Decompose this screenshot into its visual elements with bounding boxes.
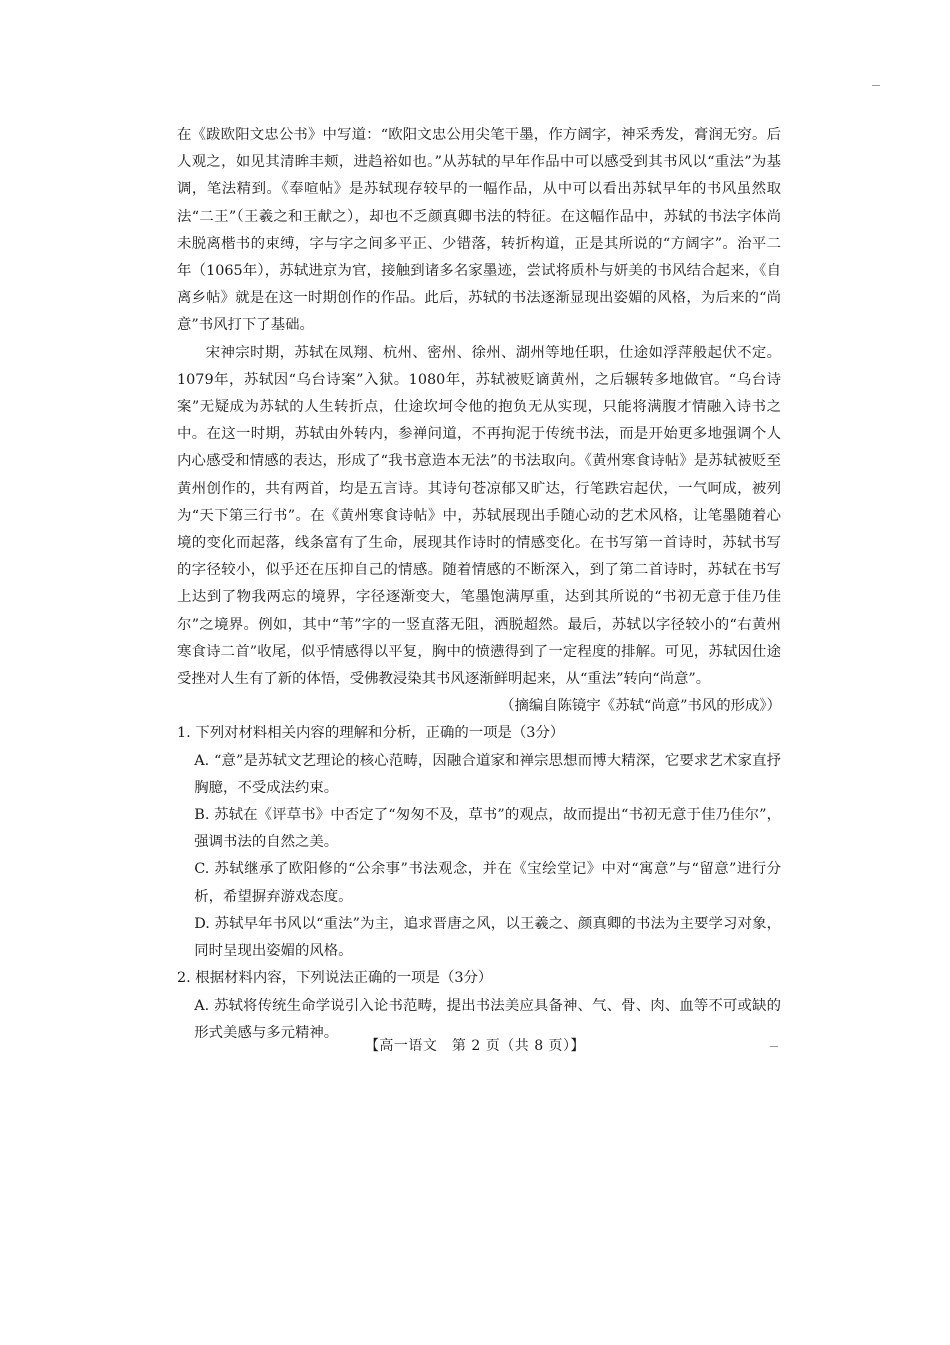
question-1-stem: 1. 下列对材料相关内容的理解和分析，正确的一项是（3分） — [177, 725, 565, 742]
question-1-option-b: B. 苏轼在《评草书》中否定了“匆匆不及，草书”的观点，故而提出“书初无意于佳乃佳尔”，强调书法的自然之美。 — [194, 807, 781, 851]
page-footer: 【高一语文 第 2 页（共 8 页）】 — [364, 1038, 586, 1054]
question-2-stem: 2. 根据材料内容，下列说法正确的一项是（3分） — [177, 970, 493, 987]
question-2-option-a: A. 苏轼将传统生命学说引入论书范畴，提出书法美应具备神、气、骨、肉、血等不可或缺的形式美感与多元精神。 — [194, 997, 781, 1041]
passage-paragraph-2: 宋神宗时期，苏轼在凤翔、杭州、密州、徐州、湖州等地任职，仕途如浮萍般起伏不定。1079年，苏轼因“乌台诗案”入狱。1080年，苏轼被贬谪黄州，之后辗转多地做官。“乌台诗案”无疑成为苏轼的人生转折点，仕途坎坷令他的抱负无从实现，只能将满腹才情融入诗书之中。在这一时期，苏轼由外转内，参禅问道，不再拘泥于传统书法，而是开始更多地强调个人内心感受和情感的表达，形成了“我书意造本无法”的书法取向。《黄州寒食诗帖》是苏轼被贬至黄州创作的，共有两首，均是五言诗。其诗句苍凉郁又旷达，行笔跌宕起伏，一气呵成，被列为“天下第三行书”。在《黄州寒食诗帖》中，苏轼展现出手随心动的艺术风格，让笔墨随着心境的变化而起落，线条富有了生命，展现其作诗时的情感变化。在书写第一首诗时，苏轼书写的字径较小，似乎还在压抑自己的情感。随着情感的不断深入，到了第二首诗时，苏轼在书写上达到了物我两忘的境界，字径逐渐变大，笔墨饱满厚重，达到其所说的“书初无意于佳乃佳尔”之境界。例如，其中“苇”字的一竖直落无阻，洒脱超然。最后，苏轼以字径较小的“右黄州寒食诗二首”收尾，似乎情感得以平复，胸中的愤懑得到了一定程度的排解。可见，苏轼因仕途受挫对人生有了新的体悟，受佛教浸染其书风逐渐鲜明起来，从“重法”转向“尚意”。 — [177, 344, 781, 688]
question-1-option-a: A. “意”是苏轼文艺理论的核心范畴，因融合道家和禅宗思想而博大精深，它要求艺术家直抒胸臆，不受成法约束。 — [194, 752, 781, 796]
question-1-option-d: D. 苏轼早年书风以“重法”为主，追求晋唐之风，以王羲之、颜真卿的书法为主要学习对象，同时呈现出姿媚的风格。 — [194, 915, 781, 960]
scan-speck — [872, 85, 880, 86]
page-content — [177, 122, 781, 1047]
passage-paragraph-1: 在《跋欧阳文忠公书》中写道：“欧阳文忠公用尖笔干墨，作方阔字，神采秀发，膏润无穷。后人观之，如见其清眸丰颊，进趋裕如也。”从苏轼的早年作品中可以感受到其书风以“重法”为基调，笔法精到。《奉喧帖》是苏轼现存较早的一幅作品，从中可以看出苏轼早年的书风虽然取法“二王”（王羲之和王献之），却也不乏颜真卿书法的特征。在这幅作品中，苏轼的书法字体尚未脱离楷书的束缚，字与字之间多平正、少错落，转折构道，正是其所说的“方阔字”。治平二年（1065年），苏轼进京为官，接触到诸多名家墨迹，尝试将质朴与妍美的书风结合起来，《自离乡帖》就是在这一时期创作的作品。此后，苏轼的书法逐渐显现出姿媚的风格，为后来的“尚意”书风打下了基础。 — [177, 127, 781, 334]
question-1-option-c: C. 苏轼继承了欧阳修的“公余事”书法观念，并在《宝绘堂记》中对“寓意”与“留意”进行分析，希望摒弃游戏态度。 — [194, 861, 781, 905]
question-1 — [177, 720, 781, 965]
passage-source: （摘编自陈镜宇《苏轼“尚意”书风的形成》） — [500, 698, 781, 715]
scan-speck — [770, 1046, 778, 1047]
